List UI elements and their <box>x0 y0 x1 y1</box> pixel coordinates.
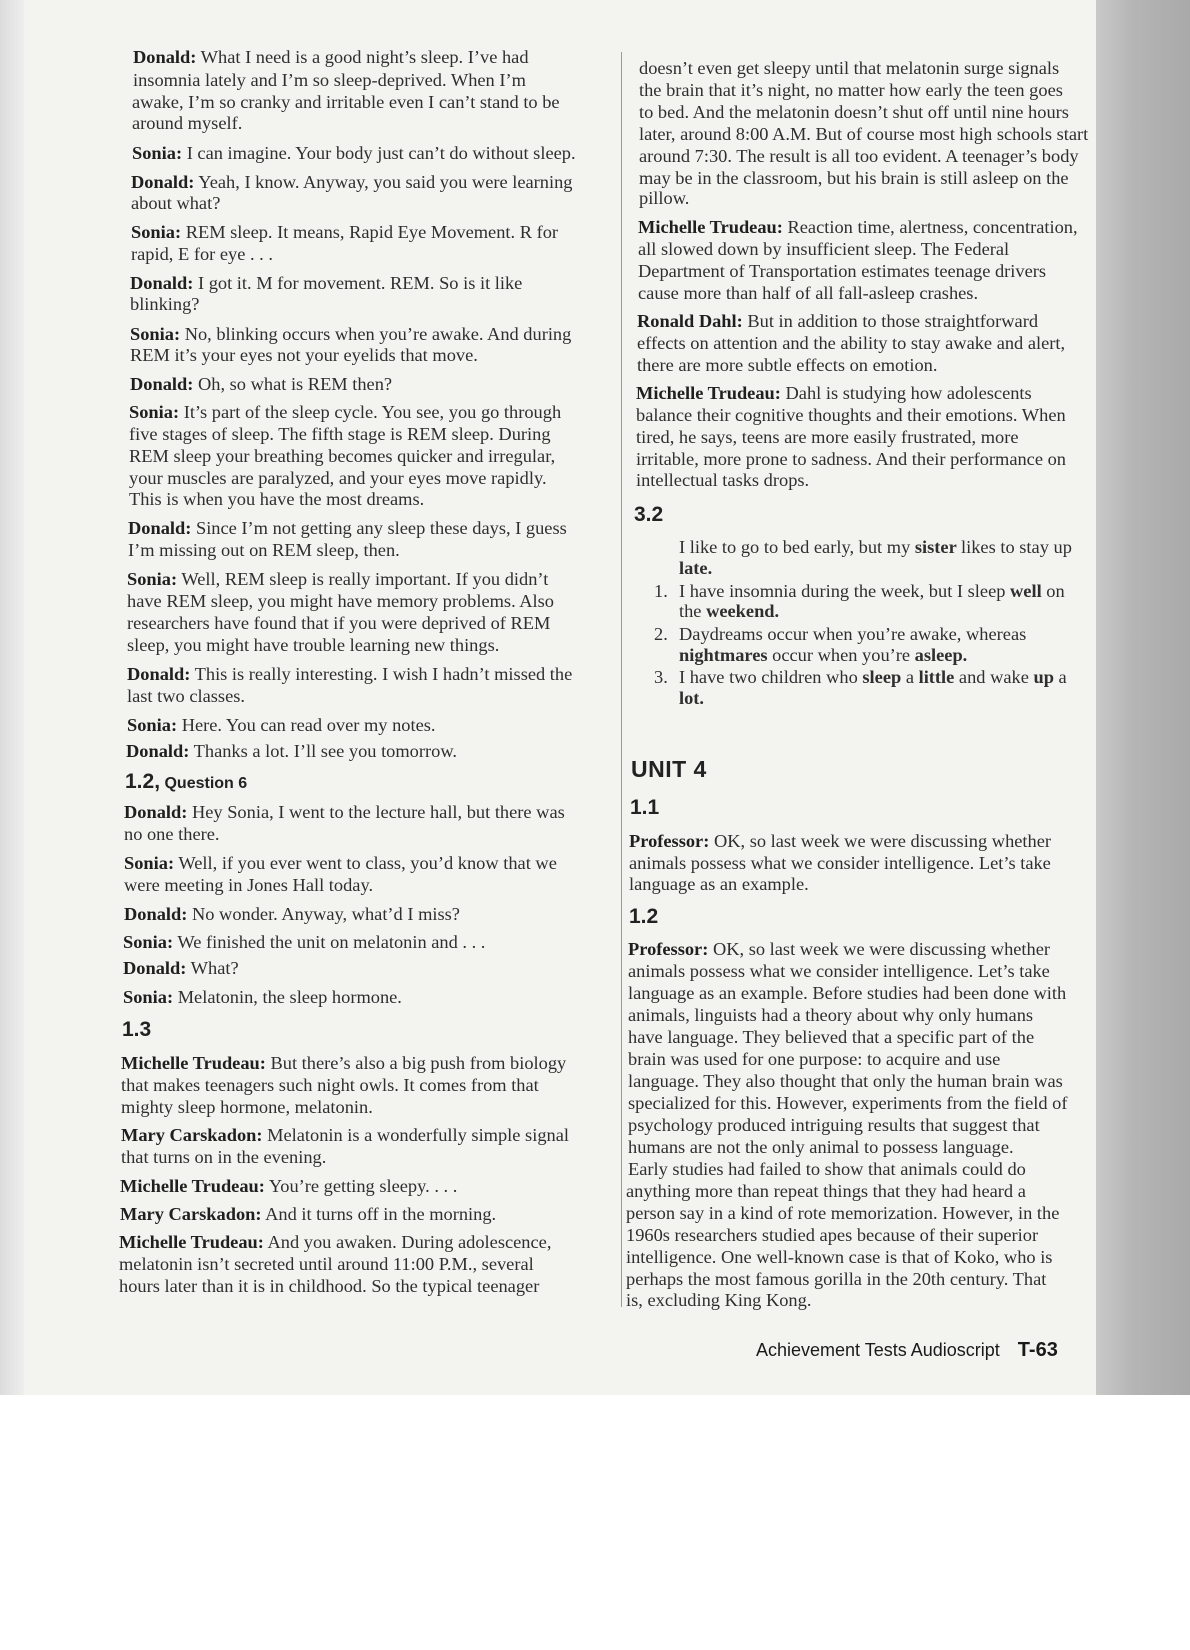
section-number: 1.3 <box>122 1018 152 1041</box>
dialogue-text: around myself. <box>132 113 243 133</box>
text-line <box>121 1125 569 1146</box>
dialogue-text: What? <box>186 958 239 978</box>
text-line <box>123 958 239 979</box>
section-subtitle: Question 6 <box>160 775 248 792</box>
speaker-name: Sonia: <box>127 569 178 589</box>
text-line <box>638 239 1009 260</box>
text-line <box>637 311 1038 332</box>
text-line <box>628 1159 1026 1180</box>
speaker-name: Sonia: <box>124 853 175 873</box>
text-line <box>131 172 573 193</box>
text-line <box>129 489 424 510</box>
dialogue-text: This is when you have the most dreams. <box>129 489 425 509</box>
dialogue-text: cause more than half of all fall-asleep crashes. <box>638 283 979 303</box>
text-line <box>639 58 1059 79</box>
exercise-word: children <box>761 667 827 687</box>
dialogue-text: language as an example. <box>629 874 809 894</box>
speaker-name: Sonia: <box>131 222 182 242</box>
section-heading <box>630 796 659 820</box>
exercise-item <box>679 558 712 579</box>
dialogue-text: around 7:30. The result is all too evident. A teenager’s body <box>639 146 1079 166</box>
text-line <box>626 1181 1026 1202</box>
speaker-name: Mary Carskadon: <box>121 1125 263 1145</box>
dialogue-text: I’m missing out on REM sleep, then. <box>128 540 400 560</box>
speaker-name: Donald: <box>130 273 194 293</box>
speaker-name: Sonia: <box>129 402 180 422</box>
exercise-word: awake, <box>909 624 967 644</box>
text-line <box>119 1232 551 1253</box>
text-line <box>130 374 392 395</box>
text-line <box>628 1137 1014 1158</box>
text-line <box>130 273 522 294</box>
text-line <box>628 1071 1063 1092</box>
section-number: 1.2 <box>629 905 659 928</box>
footer-title: Achievement Tests Audioscript <box>756 1340 1000 1360</box>
text-line <box>131 244 273 265</box>
text-line <box>626 1269 1046 1290</box>
dialogue-text: Since I’m not getting any sleep these days, I guess <box>191 518 567 538</box>
dialogue-text: REM sleep. It means, Rapid Eye Movement. R for <box>181 222 559 242</box>
dialogue-text: last two classes. <box>127 686 245 706</box>
dialogue-text: may be in the classroom, but his brain is still asleep on the <box>639 168 1069 188</box>
dialogue-text: We finished the unit on melatonin and . . . <box>173 932 486 952</box>
text-line <box>628 1049 1000 1070</box>
speaker-name: Donald: <box>131 172 195 192</box>
text-line <box>628 939 1050 960</box>
exercise-item <box>679 667 1067 688</box>
speaker-name: Sonia: <box>123 987 174 1007</box>
text-line <box>132 143 576 164</box>
dialogue-text: hours later than it is in childhood. So the typical teenager <box>119 1276 540 1296</box>
dialogue-text: is, excluding King Kong. <box>626 1290 812 1310</box>
dialogue-text: to bed. And the melatonin doesn’t shut off until nine hours <box>639 102 1069 122</box>
dialogue-text: irritable, more prone to sadness. And their performance on <box>636 449 1066 469</box>
exercise-item <box>679 537 1072 558</box>
exercise-word: week, <box>880 581 929 601</box>
text-line <box>636 470 809 491</box>
exercise-number: 1. <box>654 581 668 601</box>
dialogue-text: rapid, E for eye . . . <box>131 244 273 264</box>
dialogue-text: No wonder. Anyway, what’d I miss? <box>187 904 460 924</box>
exercise-word: Daydreams <box>679 624 768 644</box>
text-line <box>129 446 555 467</box>
dialogue-text: the brain that it’s night, no matter how early the teen goes <box>639 80 1063 100</box>
speaker-name: Donald: <box>124 904 188 924</box>
dialogue-text: there are more subtle effects on emotion. <box>637 355 938 375</box>
speaker-name: Michelle Trudeau: <box>121 1053 266 1073</box>
text-line <box>626 1247 1052 1268</box>
text-line <box>120 1204 496 1225</box>
exercise-word: two <box>729 667 762 687</box>
text-line <box>133 47 529 68</box>
exercise-word: but <box>928 581 957 601</box>
text-line <box>628 1093 1067 1114</box>
exercise-word: during <box>801 581 854 601</box>
text-line <box>636 383 1032 404</box>
exercise-word: wake <box>990 667 1034 687</box>
dialogue-text: REM it’s your eyes not your eyelids that move. <box>130 345 478 365</box>
speaker-name: Sonia: <box>123 932 174 952</box>
dialogue-text: language. They also thought that only the human brain was <box>628 1071 1063 1091</box>
exercise-word: early, <box>813 537 859 557</box>
text-line <box>121 1075 539 1096</box>
text-line <box>628 983 1066 1004</box>
text-line <box>130 294 199 315</box>
text-line <box>127 613 550 634</box>
speaker-name: Mary Carskadon: <box>120 1204 262 1224</box>
dialogue-text: Oh, so what is REM then? <box>193 374 393 394</box>
exercise-word: little <box>918 667 959 687</box>
dialogue-text: blinking? <box>130 294 200 314</box>
exercise-word: well <box>1010 581 1047 601</box>
text-line <box>120 1176 457 1197</box>
text-line <box>119 1276 539 1297</box>
speaker-name: Donald: <box>123 958 187 978</box>
text-line <box>636 405 1066 426</box>
text-line <box>124 824 220 845</box>
dialogue-text: anything more than repeat things that they had heard a <box>626 1181 1026 1201</box>
text-line <box>639 146 1079 167</box>
dialogue-text: person say in a kind of rote memorization. However, in the <box>626 1203 1060 1223</box>
exercise-word: up <box>1033 667 1059 687</box>
speaker-name: Donald: <box>124 802 188 822</box>
section-heading <box>631 756 707 783</box>
exercise-word: I <box>679 581 690 601</box>
text-line <box>132 92 560 113</box>
exercise-word: to <box>763 537 783 557</box>
text-line <box>639 188 689 209</box>
text-line <box>130 345 478 366</box>
exercise-number: 2. <box>654 624 668 644</box>
exercise-word: sleep <box>862 667 906 687</box>
exercise-word: insomnia <box>729 581 802 601</box>
dialogue-text: 1960s researchers studied apes because of their superior <box>626 1225 1039 1245</box>
dialogue-text: Yeah, I know. Anyway, you said you were learning <box>194 172 573 192</box>
section-number: 1.2, <box>125 770 161 793</box>
text-line <box>127 715 436 736</box>
dialogue-text: balance their cognitive thoughts and their emotions. When <box>636 405 1066 425</box>
text-line <box>628 1115 1040 1136</box>
text-line <box>637 355 937 376</box>
text-line <box>639 102 1069 123</box>
dialogue-text: later, around 8:00 A.M. But of course most high schools start <box>639 124 1089 144</box>
dialogue-text: pillow. <box>639 188 690 208</box>
dialogue-text: humans are not the only animal to possess language. <box>628 1137 1014 1157</box>
exercise-word: go <box>740 537 764 557</box>
text-line <box>131 193 220 214</box>
exercise-word: my <box>886 537 915 557</box>
text-line <box>127 569 548 590</box>
dialogue-text: Reaction time, alertness, concentration, <box>782 217 1078 237</box>
page-footer <box>756 1339 1058 1362</box>
dialogue-text: language as an example. Before studies had been done with <box>628 983 1067 1003</box>
dialogue-text: all slowed down by insufficient sleep. The Federal <box>638 239 1010 259</box>
exercise-word: like <box>689 537 722 557</box>
dialogue-text: about what? <box>131 193 221 213</box>
text-line <box>119 1254 534 1275</box>
dialogue-text: have language. They believed that a specific part of the <box>628 1027 1035 1047</box>
section-heading <box>634 503 663 527</box>
text-line <box>121 1097 373 1118</box>
dialogue-text: insomnia lately and I’m so sleep-deprived. When I’m <box>133 70 526 90</box>
text-line <box>638 283 978 304</box>
exercise-word: have <box>689 667 730 687</box>
exercise-item <box>679 581 1065 602</box>
dialogue-text: your muscles are paralyzed, and your eyes move rapidly. <box>129 468 547 488</box>
speaker-name: Donald: <box>127 664 191 684</box>
text-line <box>128 540 400 561</box>
speaker-name: Michelle Trudeau: <box>638 217 783 237</box>
dialogue-text: OK, so last week we were discussing whether <box>708 939 1051 959</box>
exercise-word: you’re <box>857 624 910 644</box>
dialogue-text: What I need is a good night’s sleep. I’ve had <box>196 47 529 67</box>
dialogue-text: REM sleep your breathing becomes quicker and irregular, <box>129 446 556 466</box>
dialogue-text: And it turns off in the morning. <box>261 1204 497 1224</box>
exercise-word: I <box>679 667 690 687</box>
text-line <box>130 324 571 345</box>
page-left-edge <box>0 0 24 1395</box>
dialogue-text: You’re getting sleepy. . . . <box>264 1176 458 1196</box>
section-number: 1.1 <box>630 796 660 819</box>
exercise-word: up <box>1053 537 1072 557</box>
section-number: 3.2 <box>634 503 664 526</box>
exercise-word: bed <box>782 537 814 557</box>
exercise-word: you’re <box>862 645 915 665</box>
text-line <box>123 987 402 1008</box>
exercise-word: sleep <box>967 581 1011 601</box>
section-heading <box>122 1018 151 1042</box>
text-line <box>129 402 561 423</box>
section-number: UNIT 4 <box>631 756 707 782</box>
dialogue-text: psychology produced intriguing results that suggest that <box>628 1115 1040 1135</box>
speaker-name: Sonia: <box>127 715 178 735</box>
speaker-name: Sonia: <box>130 324 181 344</box>
exercise-word: asleep. <box>914 645 968 665</box>
exercise-word: and <box>958 667 991 687</box>
text-line <box>638 217 1078 238</box>
text-line <box>129 468 547 489</box>
dialogue-text: Department of Transportation estimates teenage drivers <box>638 261 1047 281</box>
exercise-word: occur <box>767 624 813 644</box>
text-line <box>127 664 572 685</box>
text-line <box>124 802 565 823</box>
text-line <box>629 853 1051 874</box>
exercise-item <box>679 624 1026 645</box>
dialogue-text: Melatonin, the sleep hormone. <box>173 987 402 1007</box>
speaker-name: Michelle Trudeau: <box>119 1232 264 1252</box>
dialogue-text: mighty sleep hormone, melatonin. <box>121 1097 373 1117</box>
dialogue-text: doesn’t even get sleepy until that melatonin surge signals <box>639 58 1060 78</box>
exercise-word: on <box>1046 581 1065 601</box>
book-spine-shadow <box>1096 0 1190 1395</box>
speaker-name: Ronald Dahl: <box>637 311 743 331</box>
exercise-item <box>679 645 967 666</box>
text-line <box>628 1005 1033 1026</box>
dialogue-text: that turns on in the evening. <box>121 1147 327 1167</box>
speaker-name: Michelle Trudeau: <box>120 1176 265 1196</box>
text-line <box>121 1053 566 1074</box>
exercise-word: late. <box>679 558 713 578</box>
dialogue-text: I got it. M for movement. REM. So is it like <box>193 273 523 293</box>
dialogue-text: Dahl is studying how adolescents <box>780 383 1032 403</box>
dialogue-text: no one there. <box>124 824 220 844</box>
text-line <box>626 1203 1059 1224</box>
exercise-item <box>679 688 704 709</box>
text-line <box>626 1290 811 1311</box>
dialogue-text: tired, he says, teens are more easily frustrated, more <box>636 427 1019 447</box>
dialogue-text: effects on attention and the ability to stay awake and alert, <box>637 333 1066 353</box>
text-line <box>126 741 457 762</box>
dialogue-text: animals, linguists had a theory about why only humans <box>628 1005 1034 1025</box>
exercise-word: lot. <box>679 688 705 708</box>
exercise-word: I <box>956 581 968 601</box>
dialogue-text: Here. You can read over my notes. <box>177 715 436 735</box>
speaker-name: Michelle Trudeau: <box>636 383 781 403</box>
exercise-word: the <box>853 581 881 601</box>
text-line <box>636 449 1066 470</box>
dialogue-text: that makes teenagers such night owls. It comes from that <box>121 1075 539 1095</box>
speaker-name: Donald: <box>130 374 194 394</box>
text-line <box>128 518 567 539</box>
dialogue-text: five stages of sleep. The fifth stage is REM sleep. During <box>129 424 551 444</box>
exercise-word: who <box>826 667 863 687</box>
dialogue-text: sleep, you might have trouble learning new things. <box>127 635 500 655</box>
text-line <box>132 113 242 134</box>
dialogue-text: were meeting in Jones Hall today. <box>124 875 374 895</box>
dialogue-text: brain was used for one purpose: to acquire and use <box>628 1049 1001 1069</box>
exercise-word: I <box>679 537 690 557</box>
dialogue-text: It’s part of the sleep cycle. You see, you go through <box>179 402 562 422</box>
text-line <box>629 831 1051 852</box>
speaker-name: Donald: <box>128 518 192 538</box>
dialogue-text: researchers have found that if you were deprived of REM <box>127 613 551 633</box>
dialogue-text: Early studies had failed to show that animals could do <box>628 1159 1026 1179</box>
dialogue-text: This is really interesting. I wish I hadn’t missed the <box>190 664 573 684</box>
text-line <box>131 222 558 243</box>
page-number: T-63 <box>1017 1339 1058 1361</box>
text-line <box>639 168 1069 189</box>
text-line <box>638 261 1046 282</box>
speaker-name: Donald: <box>126 741 190 761</box>
exercise-word: to <box>1000 537 1020 557</box>
text-line <box>628 961 1050 982</box>
dialogue-text: Hey Sonia, I went to the lecture hall, but there was <box>187 802 565 822</box>
exercise-word: to <box>721 537 741 557</box>
text-line <box>636 427 1018 448</box>
speaker-name: Professor: <box>628 939 709 959</box>
exercise-word: nightmares <box>679 645 773 665</box>
dialogue-text: animals possess what we consider intelligence. Let’s take <box>628 961 1050 981</box>
text-line <box>127 635 499 656</box>
exercise-word: a <box>1058 667 1067 687</box>
text-line <box>628 1027 1034 1048</box>
speaker-name: Professor: <box>629 831 710 851</box>
text-line <box>127 591 554 612</box>
text-line <box>124 904 460 925</box>
exercise-word: whereas <box>966 624 1027 644</box>
dialogue-text: But in addition to those straightforward <box>742 311 1039 331</box>
dialogue-text: perhaps the most famous gorilla in the 20th century. That <box>626 1269 1047 1289</box>
text-line <box>629 874 809 895</box>
dialogue-text: And you awaken. During adolescence, <box>263 1232 552 1252</box>
dialogue-text: OK, so last week we were discussing whether <box>709 831 1052 851</box>
text-line <box>124 853 557 874</box>
text-line <box>124 875 373 896</box>
dialogue-text: specialized for this. However, experiments from the field of <box>628 1093 1068 1113</box>
exercise-number: 3. <box>654 667 668 687</box>
exercise-word: likes <box>961 537 1001 557</box>
dialogue-text: awake, I’m so cranky and irritable even I can’t stand to be <box>132 92 560 112</box>
dialogue-text: I can imagine. Your body just can’t do without sleep. <box>182 143 576 163</box>
exercise-word: a <box>905 667 919 687</box>
dialogue-text: intelligence. One well-known case is that of Koko, who is <box>626 1247 1053 1267</box>
section-heading <box>629 905 658 929</box>
dialogue-text: But there’s also a big push from biology <box>265 1053 567 1073</box>
text-line <box>121 1147 326 1168</box>
dialogue-text: No, blinking occurs when you’re awake. And during <box>180 324 572 344</box>
text-line <box>127 686 245 707</box>
text-line <box>123 932 485 953</box>
text-line <box>133 70 526 91</box>
dialogue-text: have REM sleep, you might have memory problems. Also <box>127 591 555 611</box>
dialogue-text: Thanks a lot. I’ll see you tomorrow. <box>189 741 458 761</box>
column-divider <box>621 52 622 1307</box>
dialogue-text: Well, if you ever went to class, you’d know that we <box>174 853 557 873</box>
exercise-word: stay <box>1019 537 1054 557</box>
dialogue-text: Well, REM sleep is really important. If you didn’t <box>177 569 549 589</box>
exercise-word: weekend. <box>706 601 780 621</box>
text-line <box>626 1225 1038 1246</box>
exercise-word: the <box>679 601 707 621</box>
text-line <box>637 333 1065 354</box>
dialogue-text: melatonin isn’t secreted until around 11:00 P.M., several <box>119 1254 534 1274</box>
exercise-word: but <box>858 537 887 557</box>
exercise-word: have <box>689 581 730 601</box>
exercise-word: when <box>817 645 863 665</box>
speaker-name: Donald: <box>133 47 197 67</box>
dialogue-text: animals possess what we consider intelligence. Let’s take <box>629 853 1051 873</box>
speaker-name: Sonia: <box>132 143 183 163</box>
exercise-item <box>679 601 779 622</box>
section-heading <box>125 770 247 794</box>
dialogue-text: intellectual tasks drops. <box>636 470 810 490</box>
text-line <box>639 80 1063 101</box>
exercise-word: sister <box>914 537 962 557</box>
exercise-word: occur <box>772 645 818 665</box>
text-line <box>129 424 551 445</box>
exercise-word: when <box>812 624 858 644</box>
dialogue-text: Melatonin is a wonderfully simple signal <box>262 1125 569 1145</box>
text-line <box>639 124 1088 145</box>
